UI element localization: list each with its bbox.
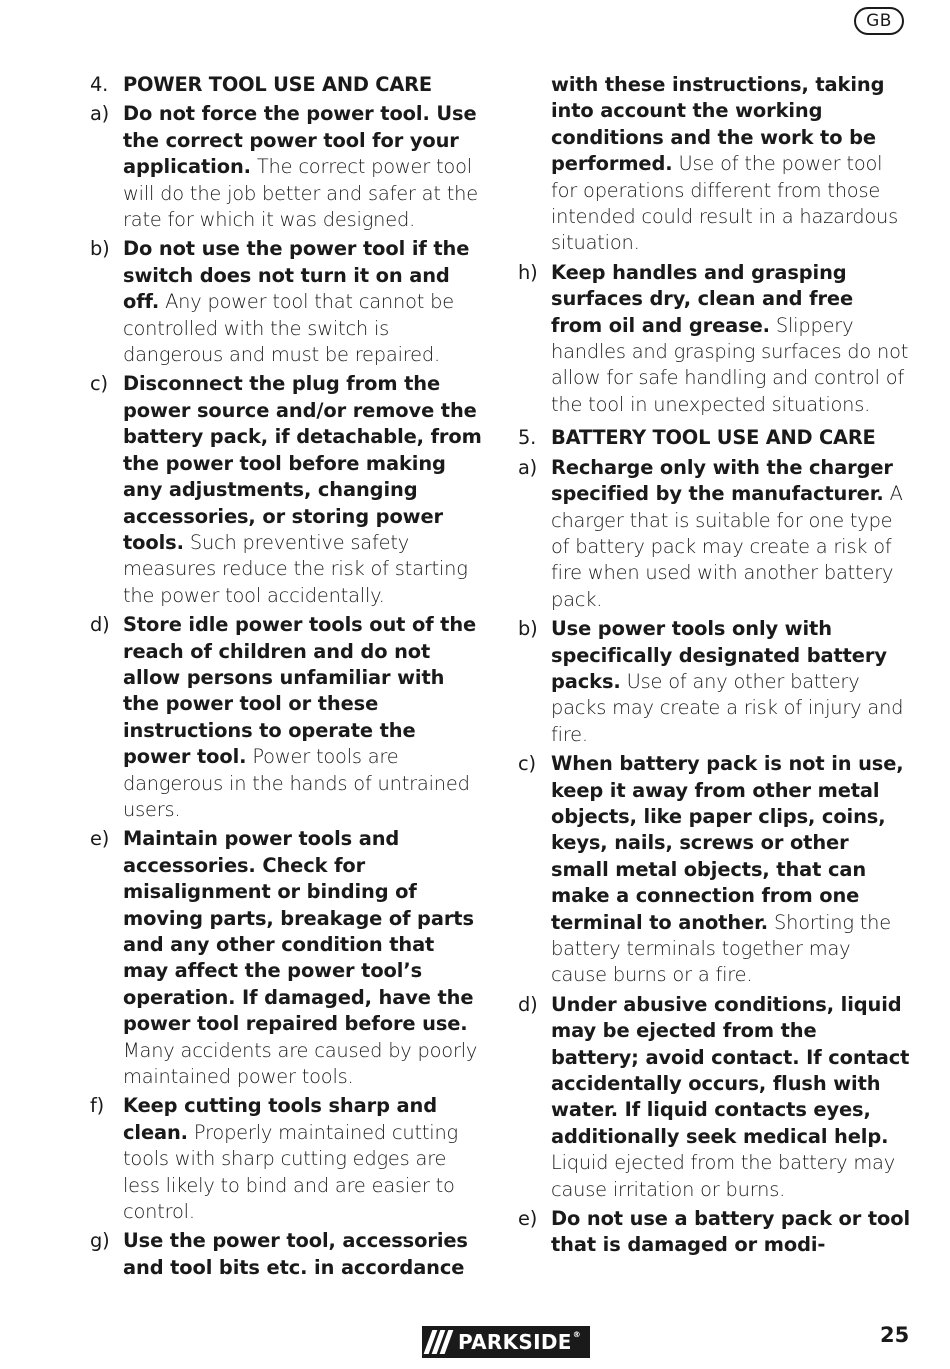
- list-item: [90, 612, 485, 823]
- item-bold-text: Store idle power tools out of the reach of children and do not allow persons unfamiliar with the power tool or these instructions to operate the power tool.: [123, 613, 477, 769]
- list-item: [518, 992, 910, 1203]
- item-bold-text: Maintain power tools and accessories. Check for misalignment or binding of moving parts, breakage of parts and any other condition that may affect the power tool’s operation. If damaged, have the power tool repaired before use.: [123, 827, 474, 1036]
- item-bold-text: Under abusive conditions, liquid may be ejected from the battery; avoid contact. If contact accidentally occurs, flush with water. If liquid contacts eyes, additionally seek medical help.: [551, 992, 910, 1148]
- right-column: [518, 72, 910, 1262]
- item-marker: c): [518, 752, 536, 776]
- item-marker: a): [518, 455, 538, 479]
- list-item: [90, 236, 485, 368]
- list-item: [518, 260, 910, 418]
- item-marker: d): [518, 992, 538, 1016]
- item-body-text: Many accidents are caused by poorly maintained power tools.: [123, 1038, 478, 1089]
- section-5-heading: [518, 425, 910, 451]
- section-number: 4.: [90, 73, 109, 96]
- item-bold-text: Use power tools only with specifically designated battery packs.: [551, 617, 887, 693]
- list-item: [518, 455, 910, 613]
- item-bold-text: Do not use a battery pack or tool that is damaged or modi-: [551, 1207, 911, 1257]
- section-title: BATTERY TOOL USE AND CARE: [551, 426, 876, 450]
- section-number: 5.: [518, 426, 537, 450]
- item-marker: e): [518, 1207, 538, 1231]
- item-body-text: Such preventive safety measures reduce the risk of starting the power tool accidentally.: [123, 530, 468, 607]
- language-badge: GB: [854, 7, 904, 35]
- logo-text: PARKSIDE: [458, 1330, 572, 1354]
- section-4-list: [90, 101, 485, 1281]
- item-body-text: Slippery handles and grasping surfaces do not allow for safe handling and control of the tool in unexpected situations.: [551, 313, 909, 416]
- item-bold-text: Do not force the power tool. Use the correct power tool for your application.: [123, 102, 477, 179]
- list-item: [518, 1206, 910, 1259]
- item-marker: e): [90, 827, 110, 851]
- item-bold-text: Do not use the power tool if the switch does not turn it on and off.: [123, 237, 470, 314]
- item-marker: c): [90, 372, 108, 396]
- item-body-text: Use of the power tool for operations different from those intended could result in a hazardous situation.: [551, 152, 899, 255]
- item-marker: d): [90, 613, 110, 637]
- item-marker: b): [90, 237, 110, 261]
- list-item: [90, 1228, 485, 1281]
- section-4-list-continued: [518, 260, 910, 418]
- continued-item-g: [518, 72, 910, 257]
- left-column: [90, 72, 485, 1284]
- list-item: [90, 826, 485, 1090]
- item-body-text: Shorting the battery terminals together may cause burns or a fire.: [551, 910, 891, 987]
- page-number: 25: [880, 1323, 910, 1347]
- logo-slashes-icon: [428, 1330, 452, 1354]
- item-bold-text: with these instructions, taking into account the working conditions and the work to be performed.: [551, 73, 885, 176]
- item-body-text: Any power tool that cannot be controlled with the switch is dangerous and must be repaired.: [123, 290, 454, 367]
- item-bold-text: Disconnect the plug from the power source and/or remove the battery pack, if detachable, from the power tool before making any adjustments, changing accessories, or storing power tools.: [123, 372, 482, 554]
- parkside-logo: [422, 1326, 590, 1358]
- item-body-text: Power tools are dangerous in the hands of untrained users.: [123, 745, 470, 821]
- item-body-text: Liquid ejected from the battery may cause irritation or burns.: [551, 1151, 896, 1201]
- list-item: [90, 371, 485, 609]
- list-item: [90, 1093, 485, 1225]
- list-item: [518, 751, 910, 989]
- item-body-text: Properly maintained cutting tools with sharp cutting edges are less likely to bind and are easier to control.: [123, 1120, 458, 1224]
- item-marker: a): [90, 102, 110, 126]
- section-4-heading: [90, 72, 485, 98]
- section-5-list: [518, 455, 910, 1259]
- item-marker: b): [518, 617, 538, 641]
- item-bold-text: Use the power tool, accessories and tool bits etc. in accordance: [123, 1229, 468, 1279]
- item-bold-text: Keep cutting tools sharp and clean.: [123, 1094, 437, 1144]
- item-marker: g): [90, 1229, 110, 1253]
- logo-registered-mark: ®: [572, 1329, 582, 1339]
- item-bold-text: Recharge only with the charger specified by the manufacturer.: [551, 455, 893, 506]
- section-title: POWER TOOL USE AND CARE: [123, 73, 432, 96]
- item-bold-text: When battery pack is not in use, keep it away from other metal objects, like paper clips, coins, keys, nails, screws or other small metal objects, that can make a connection from one terminal to another.: [551, 752, 904, 934]
- item-body-text: The correct power tool will do the job better and safer at the rate for which it was designed.: [123, 155, 478, 232]
- list-item: [518, 616, 910, 748]
- item-marker: f): [90, 1094, 104, 1118]
- item-bold-text: Keep handles and grasping surfaces dry, clean and free from oil and grease.: [551, 260, 854, 337]
- item-body-text: Use of any other battery packs may create a risk of injury and fire.: [551, 669, 904, 746]
- item-marker: h): [518, 260, 538, 284]
- list-item: [90, 101, 485, 233]
- item-body-text: A charger that is suitable for one type of battery pack may create a risk of fire when used with another battery pack.: [551, 482, 903, 611]
